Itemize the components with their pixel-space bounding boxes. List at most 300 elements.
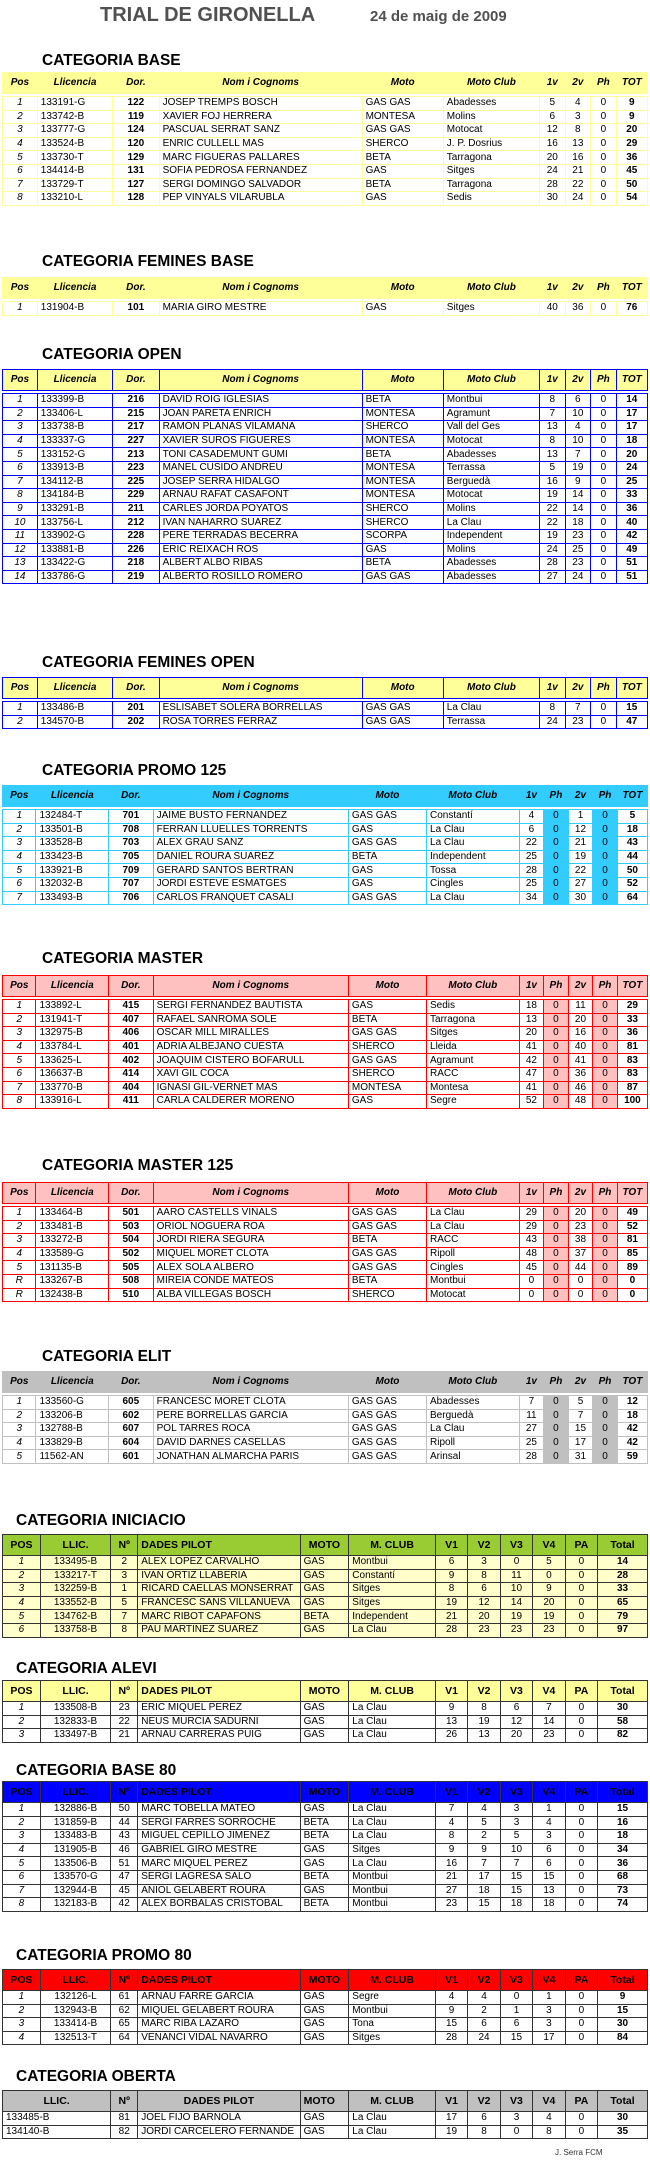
table-cell: Arinsal [427, 1450, 520, 1464]
table-cell: 0 [544, 1054, 569, 1068]
table-cell: 0 [544, 810, 569, 824]
table-cell: 0 [593, 1013, 618, 1027]
table-row [3, 1870, 648, 1884]
table-cell: 5 [3, 1054, 36, 1068]
table-cell: SHERCO [348, 1067, 426, 1081]
table-cell: MONTESA [348, 1081, 426, 1095]
table-cell: ALEX GRAU SANZ [153, 837, 348, 851]
table-cell: 9 [435, 1702, 467, 1716]
table-cell: 41 [519, 1040, 544, 1054]
table-cell: 16 [540, 137, 566, 151]
table-cell: 21 [568, 837, 593, 851]
header-cell: 2v [565, 678, 591, 699]
header-cell: Pos [3, 1183, 36, 1204]
table-cell: 1 [568, 810, 593, 824]
table-cell: 0 [565, 2125, 597, 2139]
header-cell: Nº [111, 1535, 138, 1556]
header-cell: 1v [540, 73, 566, 94]
header-cell: Moto Club [427, 1372, 520, 1393]
table-cell: 120 [113, 137, 159, 151]
table-cell: BETA [348, 1234, 426, 1248]
table-cell: 2 [3, 2004, 41, 2018]
table-cell: XAVIER FOJ HERRERA [159, 110, 362, 124]
header-cell: V2 [468, 1535, 500, 1556]
table-cell: 29 [616, 137, 647, 151]
table-row [3, 1013, 648, 1027]
table-cell: La Clau [427, 1220, 520, 1234]
table-cell: 2 [3, 1220, 36, 1234]
table-row [3, 1220, 648, 1234]
table-cell: Cingles [427, 877, 520, 891]
table-cell: 82 [111, 2125, 138, 2139]
table-cell: Sitges [349, 1843, 436, 1857]
results-table [2, 1781, 648, 1912]
table-cell: 12 [468, 1596, 500, 1610]
table-cell: 605 [109, 1396, 154, 1410]
table-cell: 133152-G [37, 448, 112, 462]
table-cell: 14 [500, 1596, 532, 1610]
table-cell: SERGI FERNANDEZ BAUTISTA [153, 1000, 348, 1014]
table-cell: 28 [519, 1450, 544, 1464]
table-cell: 25 [616, 475, 647, 489]
table-cell: 0 [593, 1423, 618, 1437]
table-row [3, 137, 648, 151]
table-cell: 4 [565, 421, 591, 435]
table-cell: 15 [533, 1870, 565, 1884]
table-row [3, 1803, 648, 1817]
table-cell: 708 [109, 823, 154, 837]
table-cell: 5 [617, 810, 647, 824]
table-cell: ESLISABET SOLERA BORRELLAS [159, 702, 362, 716]
table-cell: 7 [568, 1409, 593, 1423]
table-row [3, 1569, 648, 1583]
table-cell: 132513-T [40, 2031, 110, 2045]
table-cell: MIGUEL CEPILLO JIMENEZ [138, 1830, 300, 1844]
results-table [2, 1534, 648, 1638]
header-cell: V2 [468, 1681, 500, 1702]
table-cell: 1 [111, 1583, 138, 1597]
table-cell: 16 [540, 475, 566, 489]
results-table [2, 1371, 648, 1464]
table-cell: GAS [300, 1884, 349, 1898]
table-cell: 21 [435, 1870, 467, 1884]
table-cell: JOAN PARETA ENRICH [159, 407, 362, 421]
table-cell: GAS GAS [348, 1423, 426, 1437]
table-cell: Molins [443, 543, 539, 557]
table-cell: JORDI CARCELERO FERNANDE [138, 2125, 300, 2139]
table-cell: CARLOS FRANQUET CASALI [153, 891, 348, 905]
table-cell: Sitges [349, 1583, 436, 1597]
table-cell: 3 [3, 1423, 36, 1437]
header-cell: V4 [533, 1681, 565, 1702]
table-cell: 19 [500, 1610, 532, 1624]
table-cell: 7 [3, 891, 36, 905]
header-cell: V1 [435, 1782, 467, 1803]
table-cell: Sitges [443, 302, 539, 316]
table-cell: 0 [544, 1081, 569, 1095]
header-cell: V3 [500, 1970, 532, 1991]
table-cell: Motocat [443, 489, 539, 503]
table-cell: 0 [544, 1027, 569, 1041]
header-cell: 2v [565, 73, 591, 94]
table-cell: 133770-B [36, 1081, 109, 1095]
table-cell: 134762-B [40, 1610, 110, 1624]
table-cell: 7 [468, 1857, 500, 1871]
table-cell: 79 [598, 1610, 648, 1624]
table-cell: Montbui [349, 1898, 436, 1912]
table-cell: 15 [500, 1870, 532, 1884]
table-cell: 13 [565, 137, 591, 151]
table-cell: 0 [544, 1095, 569, 1109]
table-cell: 4 [565, 97, 591, 111]
table-cell: 33 [616, 489, 647, 503]
table-cell: MONTESA [362, 461, 443, 475]
table-cell: GAS GAS [348, 1054, 426, 1068]
table-cell: 84 [598, 2031, 648, 2045]
table-cell: 0 [544, 1013, 569, 1027]
table-cell: 7 [3, 475, 38, 489]
header-cell: Moto [362, 678, 443, 699]
table-cell: 18 [598, 1830, 648, 1844]
table-cell: 3 [533, 2004, 565, 2018]
table-cell: 1 [500, 2004, 532, 2018]
table-cell: GAS [348, 877, 426, 891]
table-cell: 27 [568, 877, 593, 891]
table-cell: 133756-L [37, 516, 112, 530]
table-cell: 89 [617, 1261, 647, 1275]
table-cell: GAS [300, 1702, 349, 1716]
table-cell: 501 [109, 1207, 154, 1221]
table-cell: 607 [109, 1423, 154, 1437]
table-cell: 124 [113, 124, 159, 138]
header-cell: POS [3, 1970, 41, 1991]
table-cell: 133786-G [37, 570, 112, 584]
table-cell: PEP VINYALS VILARUBLA [159, 192, 362, 206]
table-cell: 134570-B [37, 715, 112, 729]
table-row [3, 110, 648, 124]
header-cell: Ph [544, 1183, 569, 1204]
table-cell: 134184-B [37, 489, 112, 503]
table-cell: ALBERTO ROSILLO ROMERO [159, 570, 362, 584]
table-cell: 10 [565, 407, 591, 421]
table-row [3, 1583, 648, 1597]
table-cell: 0 [593, 1000, 618, 1014]
table-cell: 0 [565, 1702, 597, 1716]
table-cell: 3 [468, 1556, 500, 1570]
table-cell: La Clau [349, 1702, 436, 1716]
table-cell: 15 [616, 702, 647, 716]
table-cell: La Clau [349, 1715, 436, 1729]
header-cell: Dor. [109, 1183, 154, 1204]
header-cell: Moto Club [427, 976, 520, 997]
table-cell: BETA [348, 1013, 426, 1027]
table-cell: 1 [3, 97, 38, 111]
header-cell: Nom i Cognoms [153, 1183, 348, 1204]
table-cell: La Clau [349, 1803, 436, 1817]
table-cell: 15 [568, 1423, 593, 1437]
table-cell: 227 [113, 434, 159, 448]
table-row [3, 1207, 648, 1221]
table-cell: 3 [3, 1583, 41, 1597]
table-cell: 6 [3, 1067, 36, 1081]
table-cell: 2 [3, 1013, 36, 1027]
table-cell: 502 [109, 1247, 154, 1261]
table-cell: 12 [568, 823, 593, 837]
results-table [2, 1969, 648, 2045]
table-cell: SOFIA PEDROSA FERNANDEZ [159, 164, 362, 178]
table-cell: JOAQUIM CISTERO BOFARULL [153, 1054, 348, 1068]
header-cell: 1v [519, 786, 544, 807]
table-cell: GAS [348, 1095, 426, 1109]
category-title: CATEGORIA OPEN [42, 346, 182, 363]
header-cell: M. CLUB [349, 1970, 436, 1991]
table-cell: JOSEP SERRA HIDALGO [159, 475, 362, 489]
table-cell: 0 [544, 891, 569, 905]
header-cell: Nom i Cognoms [159, 678, 362, 699]
table-row [3, 192, 648, 206]
table-cell: 411 [109, 1095, 154, 1109]
table-cell: Berguedà [427, 1409, 520, 1423]
table-cell: 133508-B [40, 1702, 110, 1716]
table-cell: 5 [533, 1556, 565, 1570]
table-cell: 0 [544, 864, 569, 878]
table-header-row [3, 278, 648, 299]
table-row [3, 421, 648, 435]
header-cell: Total [598, 2091, 648, 2112]
table-cell: 3 [533, 2018, 565, 2032]
table-cell: 30 [598, 2112, 648, 2126]
table-cell: 13 [435, 1715, 467, 1729]
table-cell: BETA [362, 178, 443, 192]
table-cell: La Clau [349, 1830, 436, 1844]
header-cell: Nom i Cognoms [153, 1372, 348, 1393]
table-cell: 401 [109, 1040, 154, 1054]
table-cell: 133625-L [36, 1054, 109, 1068]
table-cell: Abadesses [443, 448, 539, 462]
table-cell: Molins [443, 502, 539, 516]
table-cell: R [3, 1274, 36, 1288]
table-cell: 25 [519, 850, 544, 864]
table-cell: 5 [500, 1830, 532, 1844]
table-cell: 0 [544, 1436, 569, 1450]
table-cell: 9 [3, 502, 38, 516]
table-cell: 709 [109, 864, 154, 878]
table-cell: 0 [544, 1040, 569, 1054]
table-cell: La Clau [349, 2112, 436, 2126]
table-cell: ALEX SOLA ALBERO [153, 1261, 348, 1275]
table-cell: 3 [3, 837, 36, 851]
table-cell: 36 [616, 151, 647, 165]
table-cell: 40 [568, 1040, 593, 1054]
table-cell: 0 [591, 394, 617, 408]
table-cell: Agramunt [443, 407, 539, 421]
table-cell: 65 [598, 1596, 648, 1610]
table-cell: 0 [591, 502, 617, 516]
category-title: CATEGORIA PROMO 80 [16, 1947, 192, 1964]
table-cell: Motocat [443, 124, 539, 138]
table-cell: 14 [533, 1715, 565, 1729]
table-cell: 19 [533, 1610, 565, 1624]
table-cell: GAS [348, 1000, 426, 1014]
table-cell: 0 [565, 1715, 597, 1729]
table-cell: 133481-B [36, 1220, 109, 1234]
table-cell: PASCUAL SERRAT SANZ [159, 124, 362, 138]
table-cell: 23 [500, 1623, 532, 1637]
category-title: CATEGORIA ELIT [42, 1348, 172, 1365]
table-cell: 20 [468, 1610, 500, 1624]
table-cell: 122 [113, 97, 159, 111]
table-cell: 133495-B [40, 1556, 110, 1570]
header-cell: Total [598, 1782, 648, 1803]
table-header-row [3, 370, 648, 391]
table-cell: 40 [540, 302, 566, 316]
table-cell: 2 [3, 1569, 41, 1583]
table-cell: 37 [568, 1247, 593, 1261]
table-row [3, 475, 648, 489]
table-cell: 4 [3, 2031, 41, 2045]
table-row [3, 1423, 648, 1437]
table-row [3, 570, 648, 584]
header-cell: Nº [111, 1681, 138, 1702]
table-cell: 0 [591, 475, 617, 489]
table-cell: 9 [435, 2004, 467, 2018]
table-cell: Independent [443, 529, 539, 543]
table-row [3, 151, 648, 165]
table-cell: FERRAN LLUELLES TORRENTS [153, 823, 348, 837]
table-cell: 42 [111, 1898, 138, 1912]
table-cell: 15 [598, 1803, 648, 1817]
table-cell: GAS GAS [348, 837, 426, 851]
table-cell: MARC RIBA LAZARO [138, 2018, 300, 2032]
table-cell: 15 [598, 2004, 648, 2018]
table-cell: 18 [500, 1898, 532, 1912]
table-header-row [3, 73, 648, 94]
header-cell: V1 [435, 1535, 467, 1556]
table-cell: 3 [3, 1729, 41, 1743]
table-cell: 30 [540, 192, 566, 206]
results-table [2, 975, 648, 1109]
table-cell: 133528-B [36, 837, 109, 851]
table-cell: 65 [111, 2018, 138, 2032]
table-cell: 9 [598, 1991, 648, 2005]
table-cell: 0 [591, 178, 617, 192]
table-cell: 49 [616, 543, 647, 557]
header-cell: 1v [519, 1183, 544, 1204]
table-cell: 23 [533, 1623, 565, 1637]
table-cell: 14 [565, 502, 591, 516]
table-cell: 0 [565, 2018, 597, 2032]
header-cell: Ph [593, 1183, 618, 1204]
table-cell: 3 [3, 1234, 36, 1248]
table-row [3, 1884, 648, 1898]
table-cell: IVAN ORTIZ LLABERIA [138, 1569, 300, 1583]
header-cell: Ph [591, 678, 617, 699]
table-cell: 505 [109, 1261, 154, 1275]
table-cell: 22 [519, 837, 544, 851]
table-cell: 19 [540, 529, 566, 543]
table-cell: J. P. Dosrius [443, 137, 539, 151]
table-cell: 30 [598, 1702, 648, 1716]
table-cell: 404 [109, 1081, 154, 1095]
header-cell: DADES PILOT [138, 1970, 300, 1991]
table-cell: JORDI RIERA SEGURA [153, 1234, 348, 1248]
table-header-row [3, 1782, 648, 1803]
table-row [3, 461, 648, 475]
table-row [3, 529, 648, 543]
header-cell: V3 [500, 1535, 532, 1556]
table-cell: 0 [500, 1556, 532, 1570]
table-cell: 4 [533, 1816, 565, 1830]
table-cell: 6 [540, 110, 566, 124]
table-cell: 9 [533, 1583, 565, 1597]
table-cell: 1 [3, 1396, 36, 1410]
table-cell: 2 [468, 2004, 500, 2018]
table-cell: 0 [593, 1027, 618, 1041]
table-row [3, 557, 648, 571]
table-cell: 23 [565, 715, 591, 729]
table-cell: 2 [3, 715, 38, 729]
header-cell: Ph [591, 73, 617, 94]
table-cell: 23 [468, 1623, 500, 1637]
table-cell: Tarragona [443, 151, 539, 165]
table-cell: 213 [113, 448, 159, 462]
table-cell: Montbui [349, 1870, 436, 1884]
header-cell: M. CLUB [349, 1782, 436, 1803]
table-cell: 133784-L [36, 1040, 109, 1054]
table-cell: JONATHAN ALMARCHA PARIS [153, 1450, 348, 1464]
table-cell: 133422-G [37, 557, 112, 571]
table-cell: 1 [3, 1000, 36, 1014]
table-cell: GAS [300, 1583, 349, 1597]
table-cell: 50 [111, 1803, 138, 1817]
table-cell: GAS [362, 543, 443, 557]
table-cell: 10 [500, 1843, 532, 1857]
table-cell: 0 [565, 1884, 597, 1898]
table-cell: SHERCO [348, 1288, 426, 1302]
table-cell: 14 [3, 570, 38, 584]
table-cell: 0 [568, 1274, 593, 1288]
table-cell: 0 [544, 850, 569, 864]
table-cell: GAS GAS [348, 1396, 426, 1410]
table-cell: 48 [519, 1247, 544, 1261]
table-cell: 0 [591, 164, 617, 178]
table-row [3, 715, 648, 729]
table-cell: SHERCO [362, 502, 443, 516]
header-cell: LLIC. [40, 1782, 110, 1803]
table-cell: 0 [565, 1583, 597, 1597]
table-cell: 100 [617, 1095, 647, 1109]
table-cell: 14 [598, 1556, 648, 1570]
table-cell: 22 [111, 1715, 138, 1729]
table-cell: 131941-T [36, 1013, 109, 1027]
table-cell: 133742-B [37, 110, 112, 124]
table-cell: Constantí [427, 810, 520, 824]
table-cell: 0 [565, 1843, 597, 1857]
table-cell: 0 [544, 823, 569, 837]
table-cell: 16 [435, 1857, 467, 1871]
table-cell: Abadesses [427, 1396, 520, 1410]
table-cell: GAS [362, 164, 443, 178]
table-cell: 81 [111, 2112, 138, 2126]
table-cell: 6 [500, 1702, 532, 1716]
table-cell: MONTESA [362, 475, 443, 489]
table-cell: 0 [591, 489, 617, 503]
table-cell: 42 [617, 1423, 647, 1437]
table-cell: ROSA TORRES FERRAZ [159, 715, 362, 729]
table-cell: 2 [3, 1409, 36, 1423]
header-cell: Dor. [109, 786, 154, 807]
table-cell: MONTESA [362, 489, 443, 503]
